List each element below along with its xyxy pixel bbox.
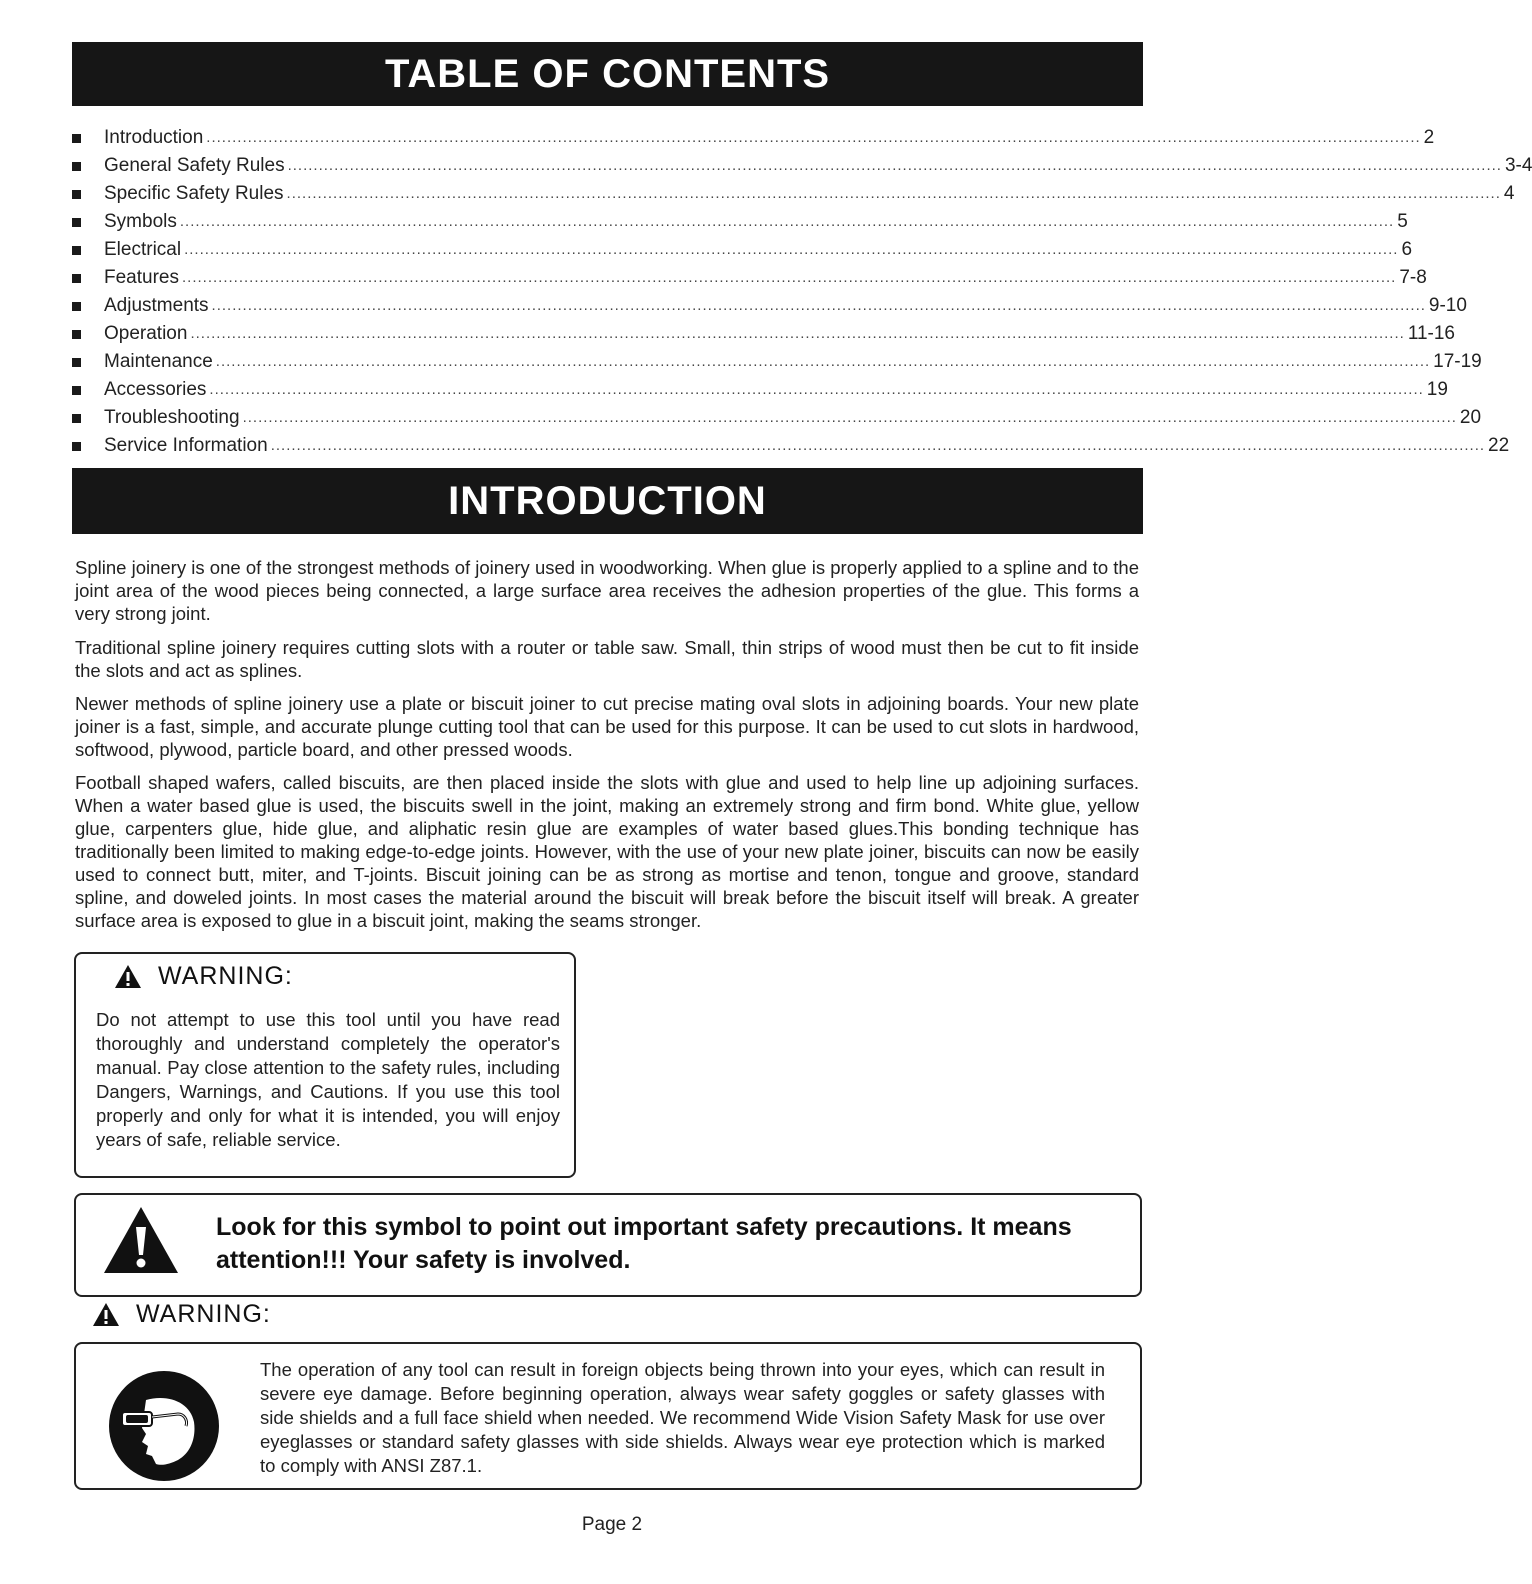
- toc-item[interactable]: [72, 264, 1427, 292]
- warning-box-manual: [74, 952, 576, 1178]
- safety-glasses-icon: [108, 1370, 220, 1482]
- introduction-heading-banner: [72, 468, 1143, 534]
- safety-symbol-text: Look for this symbol to point out important safety precautions. It means attention!!! Your safety is involved.: [216, 1213, 1072, 1274]
- toc-item-label: Maintenance: [104, 351, 213, 372]
- toc-item-label: Features: [104, 267, 179, 288]
- bullet-square-icon: [72, 330, 81, 339]
- toc-item[interactable]: [72, 292, 1467, 320]
- bullet-square-icon: [72, 386, 81, 395]
- toc-item[interactable]: [72, 124, 1435, 152]
- toc-leader-dots: ...........................................................................................................................................................................................................................................: [209, 381, 1424, 398]
- introduction-title: INTRODUCTION: [448, 479, 767, 523]
- toc-item-label: Symbols: [104, 211, 177, 232]
- toc-item-label: Adjustments: [104, 295, 209, 316]
- toc-item[interactable]: [72, 236, 1413, 264]
- toc-leader-dots: ...........................................................................................................................................................................................................................................: [190, 325, 1405, 342]
- warning-title: WARNING:: [136, 1300, 271, 1328]
- toc-item-page: 5: [1397, 211, 1408, 232]
- toc-leader-dots: ...........................................................................................................................................................................................................................................: [211, 297, 1426, 314]
- toc-item-label: General Safety Rules: [104, 155, 285, 176]
- bullet-square-icon: [72, 442, 81, 451]
- toc-leader-dots: ...........................................................................................................................................................................................................................................: [287, 157, 1502, 174]
- bullet-square-icon: [72, 218, 81, 227]
- bullet-square-icon: [72, 302, 81, 311]
- toc-list: [72, 124, 1532, 460]
- toc-item-label: Troubleshooting: [104, 407, 240, 428]
- toc-item-page: 2: [1423, 127, 1435, 148]
- toc-leader-dots: ...........................................................................................................................................................................................................................................: [179, 213, 1395, 230]
- toc-leader-dots: ...........................................................................................................................................................................................................................................: [215, 353, 1431, 370]
- toc-item[interactable]: [72, 348, 1482, 376]
- toc-item-page: 17-19: [1433, 351, 1482, 372]
- safety-symbol-box: [74, 1193, 1142, 1297]
- toc-item-label: Operation: [104, 323, 188, 344]
- toc-item[interactable]: [72, 432, 1510, 460]
- toc-heading-banner: [72, 42, 1143, 106]
- eye-protection-text: The operation of any tool can result in foreign objects being thrown into your eyes, which can result in severe eye damage. Before beginning operation, always wear safety goggles or safety glasses with side shields and a full face shield when needed. We recommend Wide Vision Safety Mask for use over eyeglasses or standard safety glasses with side shields. Always wear eye protection which is marked to comply with ANSI Z87.1.: [260, 1359, 1105, 1476]
- toc-item[interactable]: [72, 320, 1455, 348]
- intro-paragraph: Newer methods of spline joinery use a plate or biscuit joiner to cut precise mating oval slots in adjoining boards. Your new plate joiner is a fast, simple, and accurate plunge cutting tool that can be used for this purpose. It can be used to cut slots in hardwood, softwood, plywood, particle board, and other pressed woods.: [75, 693, 1139, 760]
- bullet-square-icon: [72, 246, 81, 255]
- bullet-square-icon: [72, 134, 81, 143]
- page-number: Page 2: [581, 1514, 643, 1535]
- warning-title: WARNING:: [158, 962, 293, 990]
- warning-triangle-icon: [114, 964, 142, 989]
- toc-item-page: 6: [1401, 239, 1413, 260]
- intro-paragraph: Spline joinery is one of the strongest methods of joinery used in woodworking. When glue is properly applied to a spline and to the joint area of the wood pieces being connected, a large surface area receives the adhesion properties of the glue. This forms a very strong joint.: [75, 557, 1139, 624]
- bullet-square-icon: [72, 358, 81, 367]
- toc-leader-dots: ...........................................................................................................................................................................................................................................: [242, 409, 1457, 426]
- toc-item-page: 4: [1503, 183, 1515, 204]
- bullet-square-icon: [72, 414, 81, 423]
- toc-leader-dots: ...........................................................................................................................................................................................................................................: [181, 269, 1397, 286]
- warning-box-eye-protection: [74, 1342, 1142, 1490]
- toc-item-label: Accessories: [104, 379, 207, 400]
- bullet-square-icon: [72, 190, 81, 199]
- toc-leader-dots: ...........................................................................................................................................................................................................................................: [184, 241, 1399, 258]
- toc-item-page: 22: [1488, 435, 1510, 456]
- intro-paragraph: Football shaped wafers, called biscuits, are then placed inside the slots with glue and used to help line up adjoining surfaces. When a water based glue is used, the biscuits swell in the joint, making an extremely strong and firm bond. White glue, yellow glue, carpenters glue, hide glue, and aliphatic resin glue are examples of water based glues.This bonding technique has traditionally been limited to making edge-to-edge joints. However, with the use of your new plate joiner, biscuits can now be easily used to connect butt, miter, and T-joints. Biscuit joining can be as strong as mortise and tenon, tongue and groove, standard spline, and doweled joints. In most cases the material around the biscuit will break before the biscuit itself will break. A greater surface area is exposed to glue in a biscuit joint, making the seams stronger.: [75, 772, 1139, 931]
- toc-item-label: Electrical: [104, 239, 182, 260]
- toc-item-label: Introduction: [104, 127, 204, 148]
- warning-text: Do not attempt to use this tool until you have read thoroughly and understand completely the operator's manual. Pay close attention to the safety rules, including Dangers, Warnings, and Cautions. If you use this tool properly and only for what it is intended, you will enjoy years of safe, reliable service.: [96, 1009, 560, 1150]
- toc-item[interactable]: [72, 180, 1515, 208]
- toc-item-label: Specific Safety Rules: [104, 183, 284, 204]
- toc-item-page: 19: [1426, 379, 1448, 400]
- warning-triangle-icon: [92, 1302, 120, 1327]
- bullet-square-icon: [72, 274, 81, 283]
- toc-item-page: 11-16: [1407, 323, 1455, 344]
- safety-alert-triangle-icon: [102, 1205, 180, 1275]
- toc-item-page: 20: [1459, 407, 1482, 428]
- toc-item-page: 9-10: [1428, 295, 1467, 316]
- intro-paragraph: Traditional spline joinery requires cutting slots with a router or table saw. Small, thin strips of wood must then be cut to fit inside the slots and act as splines.: [75, 637, 1139, 681]
- toc-leader-dots: ...........................................................................................................................................................................................................................................: [286, 185, 1501, 202]
- warning-heading-eye: [92, 1300, 271, 1329]
- toc-item-label: Service Information: [104, 435, 268, 456]
- toc-item-page: 7-8: [1399, 267, 1427, 288]
- warning-heading: [114, 962, 293, 991]
- toc-item[interactable]: [72, 376, 1448, 404]
- toc-leader-dots: ...........................................................................................................................................................................................................................................: [206, 129, 1421, 146]
- toc-leader-dots: ...........................................................................................................................................................................................................................................: [270, 437, 1486, 454]
- toc-item[interactable]: [72, 208, 1408, 236]
- toc-item[interactable]: [72, 404, 1482, 432]
- toc-item[interactable]: [72, 152, 1532, 180]
- toc-item-page: 3-4: [1504, 155, 1532, 176]
- toc-title: TABLE OF CONTENTS: [384, 52, 831, 96]
- bullet-square-icon: [72, 162, 81, 171]
